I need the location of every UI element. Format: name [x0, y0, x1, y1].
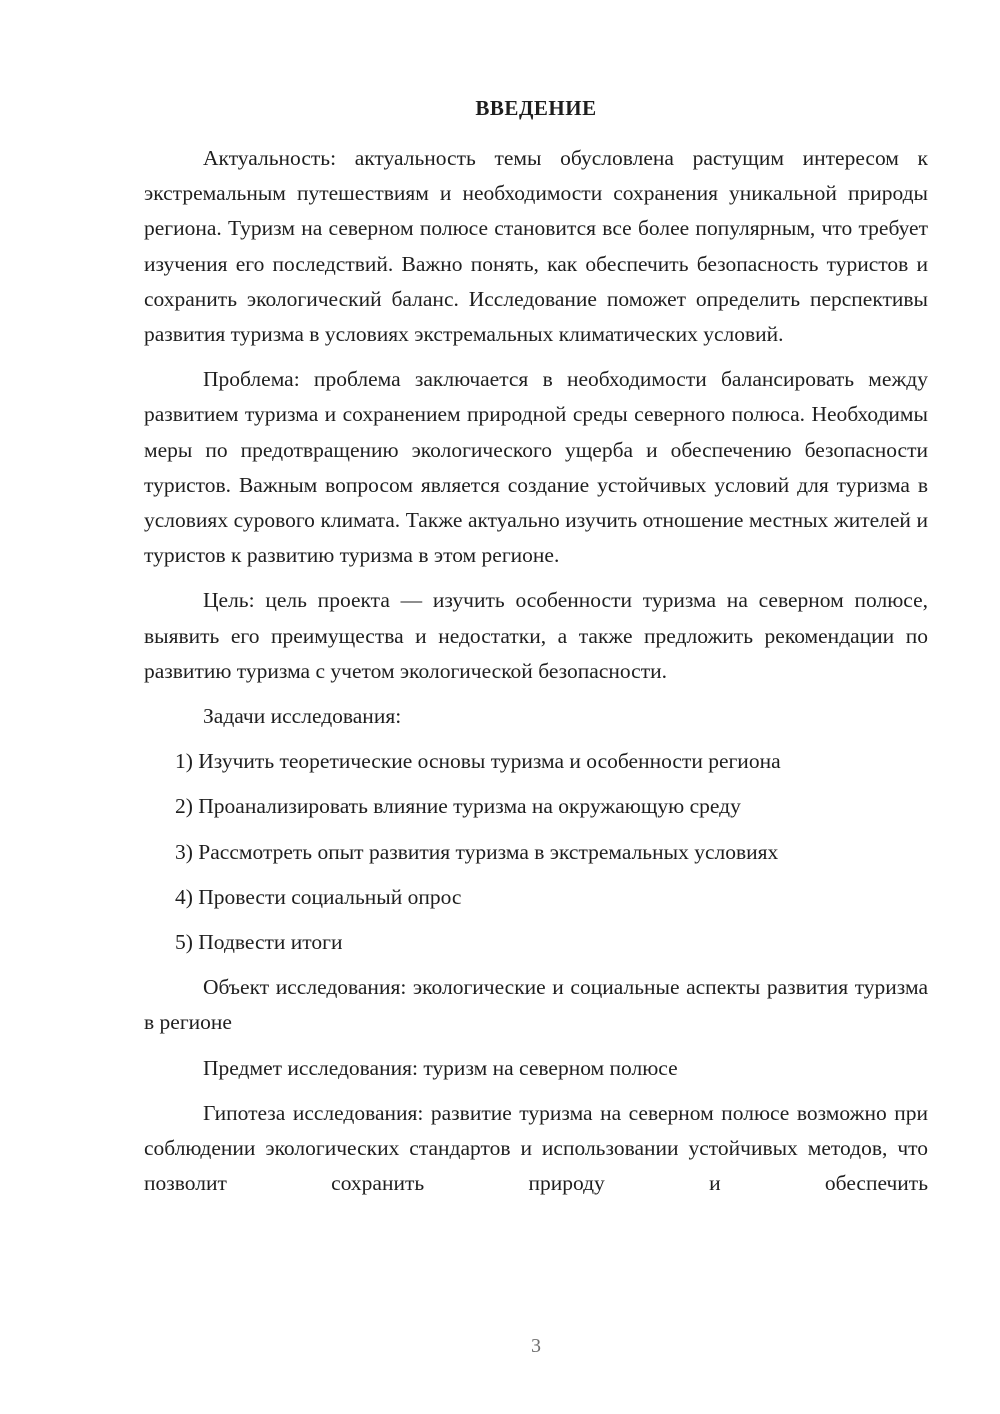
paragraph-relevance: Актуальность: актуальность темы обусловлена растущим интересом к экстремальным путешествиям и необходимости сохранения уникальной природы региона. Туризм на северном полюсе становится все более популярным, что требует изучения его последствий. Важно понять, как обеспечить безопасность туристов и сохранить экологический баланс. Исследование поможет определить перспективы развития туризма в условиях экстремальных климатических условий.: [144, 146, 928, 347]
paragraph-subject: Предмет исследования: туризм на северном полюсе: [203, 1055, 678, 1080]
document-body: [144, 141, 928, 1211]
list-item: 4) Провести социальный опрос: [175, 884, 462, 909]
list-item: 2) Проанализировать влияние туризма на окружающую среду: [175, 794, 741, 819]
tasks-heading: Задачи исследования:: [203, 704, 402, 729]
list-item: 1) Изучить теоретические основы туризма и особенности региона: [175, 749, 781, 774]
list-item: 3) Рассмотреть опыт развития туризма в экстремальных условиях: [175, 839, 779, 864]
list-item: 5) Подвести итоги: [175, 930, 343, 955]
paragraph-hypothesis: Гипотеза исследования: развитие туризма на северном полюсе возможно при соблюдении экологических стандартов и использовании устойчивых методов, что позволит сохранить природу и обеспечить: [144, 1100, 928, 1196]
paragraph-problem: Проблема: проблема заключается в необходимости балансировать между развитием туризма и сохранением природной среды северного полюса. Необходимы меры по предотвращению экологического ущерба и обеспечению безопасности туристов. Важным вопросом является создание устойчивых условий для туризма в условиях сурового климата. Также актуально изучить отношение местных жителей и туристов к развитию туризма в этом регионе.: [144, 367, 928, 568]
page-number: 3: [531, 1335, 541, 1357]
tasks-list: [144, 744, 928, 960]
page-title: ВВЕДЕНИЕ: [475, 96, 597, 120]
paragraph-goal: Цель: цель проекта — изучить особенности туризма на северном полюсе, выявить его преимущества и недостатки, а также предложить рекомендации по развитию туризма с учетом экологической безопасности.: [144, 588, 928, 683]
paragraph-object: Объект исследования: экологические и социальные аспекты развития туризма в регионе: [144, 975, 928, 1035]
